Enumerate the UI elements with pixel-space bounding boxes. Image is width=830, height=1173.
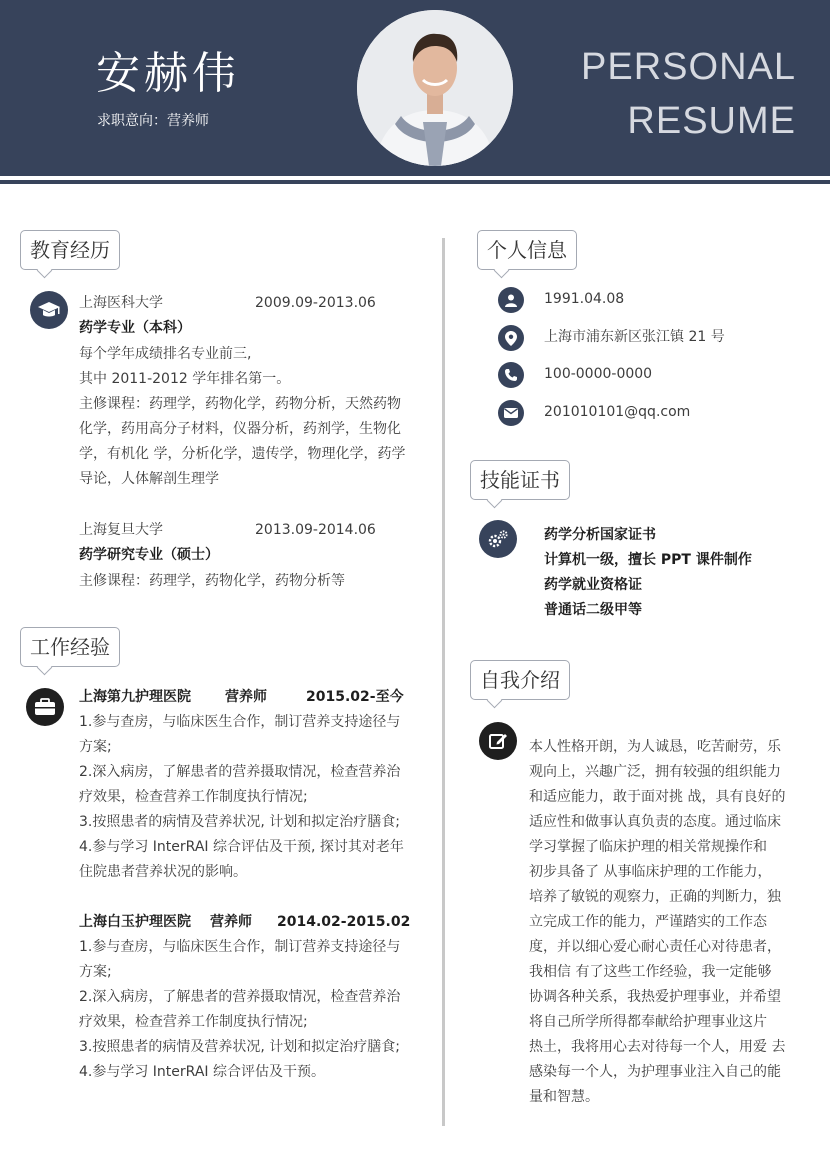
work-detail-line: 2.深入病房，了解患者的营养摄取情况，检查营养治 <box>79 989 401 1005</box>
skill-item: 计算机一级，擅长 PPT 课件制作 <box>544 552 752 568</box>
work-role-2: 营养师 <box>210 914 252 930</box>
address: 上海市浦东新区张江镇 21 号 <box>544 329 725 345</box>
work-period-2: 2014.02-2015.02 <box>277 914 411 930</box>
profile-photo <box>357 10 513 166</box>
edu-detail-line: 导论，人体解剖生理学 <box>79 471 219 487</box>
email-address: 201010101@qq.com <box>544 404 691 420</box>
gears-icon <box>479 520 517 558</box>
resume-title-line2: RESUME <box>627 100 796 142</box>
section-label-personal: 个人信息 <box>477 230 577 270</box>
section-label-work: 工作经验 <box>20 627 120 667</box>
edu-major-2: 药学研究专业（硕士） <box>79 547 219 563</box>
work-detail-line: 3.按照患者的病情及营养状况, 计划和拟定治疗膳食; <box>79 814 400 830</box>
edu-period-2: 2013.09-2014.06 <box>255 522 376 538</box>
about-line: 感染每一个人，为护理事业注入自己的能 <box>529 1064 781 1080</box>
header-underline <box>0 180 830 184</box>
work-company-2: 上海白玉护理医院 <box>79 914 191 930</box>
about-line: 量和智慧。 <box>529 1089 599 1105</box>
skill-item: 普通话二级甲等 <box>544 602 642 618</box>
work-detail-line: 1.参与查房，与临床医生合作，制订营养支持途径与 <box>79 939 401 955</box>
work-company-1: 上海第九护理医院 <box>79 689 191 705</box>
location-pin-icon <box>498 325 524 351</box>
edit-icon <box>479 722 517 760</box>
skill-item: 药学分析国家证书 <box>544 527 656 543</box>
skills-list <box>544 523 804 623</box>
work-period-1: 2015.02-至今 <box>306 689 404 705</box>
edu-detail-line: 主修课程：药理学，药物化学，药物分析，天然药物 <box>79 396 401 412</box>
resume-title <box>581 40 796 148</box>
about-line: 初步具备了 从事临床护理的工作能力， <box>529 864 772 880</box>
work-detail-line: 疗效果，检查营养工作制度执行情况; <box>79 1014 308 1030</box>
edu-school-2: 上海复旦大学 <box>79 522 163 538</box>
work-detail-line: 住院患者营养状况的影响。 <box>79 864 247 880</box>
column-divider <box>442 238 445 1126</box>
about-line: 协调各种关系，我热爱护理事业，并希望 <box>529 989 781 1005</box>
about-line: 培养了敏锐的观察力，正确的判断力，独 <box>529 889 781 905</box>
work-details-2 <box>79 935 429 1085</box>
resume-title-line1: PERSONAL <box>581 46 796 88</box>
briefcase-icon <box>26 688 64 726</box>
about-line: 学习掌握了临床护理的相关常规操作和 <box>529 839 767 855</box>
about-line: 适应性和做事认真负责的态度。通过临床 <box>529 814 781 830</box>
work-role-1: 营养师 <box>225 689 267 705</box>
phone-icon <box>498 362 524 388</box>
self-introduction <box>529 735 799 1110</box>
section-label-about: 自我介绍 <box>470 660 570 700</box>
about-line: 本人性格开朗，为人诚恳，吃苦耐劳，乐 <box>529 739 781 755</box>
edu-detail-line: 主修课程：药理学，药物化学，药物分析等 <box>79 573 345 589</box>
graduation-cap-icon <box>30 291 68 329</box>
work-detail-line: 方案; <box>79 739 112 755</box>
envelope-icon <box>498 400 524 426</box>
about-line: 将自己所学所得都奉献给护理事业这片 <box>529 1014 767 1030</box>
edu-detail-line: 每个学年成绩排名专业前三, <box>79 346 252 362</box>
work-detail-line: 方案; <box>79 964 112 980</box>
about-line: 热土，我将用心去对待每一个人，用爱 去 <box>529 1039 786 1055</box>
edu-detail-line: 其中 2011-2012 学年排名第一。 <box>79 371 291 387</box>
edu-detail-line: 化学，药用高分子材料，仪器分析，药剂学，生物化 <box>79 421 401 437</box>
birth-date: 1991.04.08 <box>544 291 625 307</box>
phone-number: 100-0000-0000 <box>544 366 653 382</box>
edu-major-1: 药学专业（本科） <box>79 320 191 336</box>
user-icon <box>498 287 524 313</box>
work-detail-line: 2.深入病房，了解患者的营养摄取情况，检查营养治 <box>79 764 401 780</box>
about-line: 立完成工作的能力，严谨踏实的工作态 <box>529 914 767 930</box>
candidate-name: 安赫伟 <box>96 48 240 99</box>
about-line: 和适应能力，敢于面对挑 战，具有良好的 <box>529 789 786 805</box>
job-intent: 求职意向：营养师 <box>97 113 209 129</box>
work-detail-line: 4.参与学习 InterRAI 综合评估及干预。 <box>79 1064 325 1080</box>
work-details-1 <box>79 710 429 885</box>
skill-item: 药学就业资格证 <box>544 577 642 593</box>
section-label-skills: 技能证书 <box>470 460 570 500</box>
work-detail-line: 疗效果，检查营养工作制度执行情况; <box>79 789 308 805</box>
work-detail-line: 4.参与学习 InterRAI 综合评估及干预, 探讨其对老年 <box>79 839 404 855</box>
work-detail-line: 1.参与查房，与临床医生合作，制订营养支持途径与 <box>79 714 401 730</box>
section-label-education: 教育经历 <box>20 230 120 270</box>
about-line: 我相信 有了这些工作经验，我一定能够 <box>529 964 772 980</box>
work-detail-line: 3.按照患者的病情及营养状况, 计划和拟定治疗膳食; <box>79 1039 400 1055</box>
edu-period-1: 2009.09-2013.06 <box>255 295 376 311</box>
edu-detail-line: 学，有机化 学，分析化学，遗传学，物理化学，药学 <box>79 446 406 462</box>
edu-details-1 <box>79 342 429 492</box>
edu-school-1: 上海医科大学 <box>79 295 163 311</box>
about-line: 度，并以细心爱心耐心责任心对待患者， <box>529 939 781 955</box>
about-line: 观向上，兴趣广泛，拥有较强的组织能力 <box>529 764 781 780</box>
